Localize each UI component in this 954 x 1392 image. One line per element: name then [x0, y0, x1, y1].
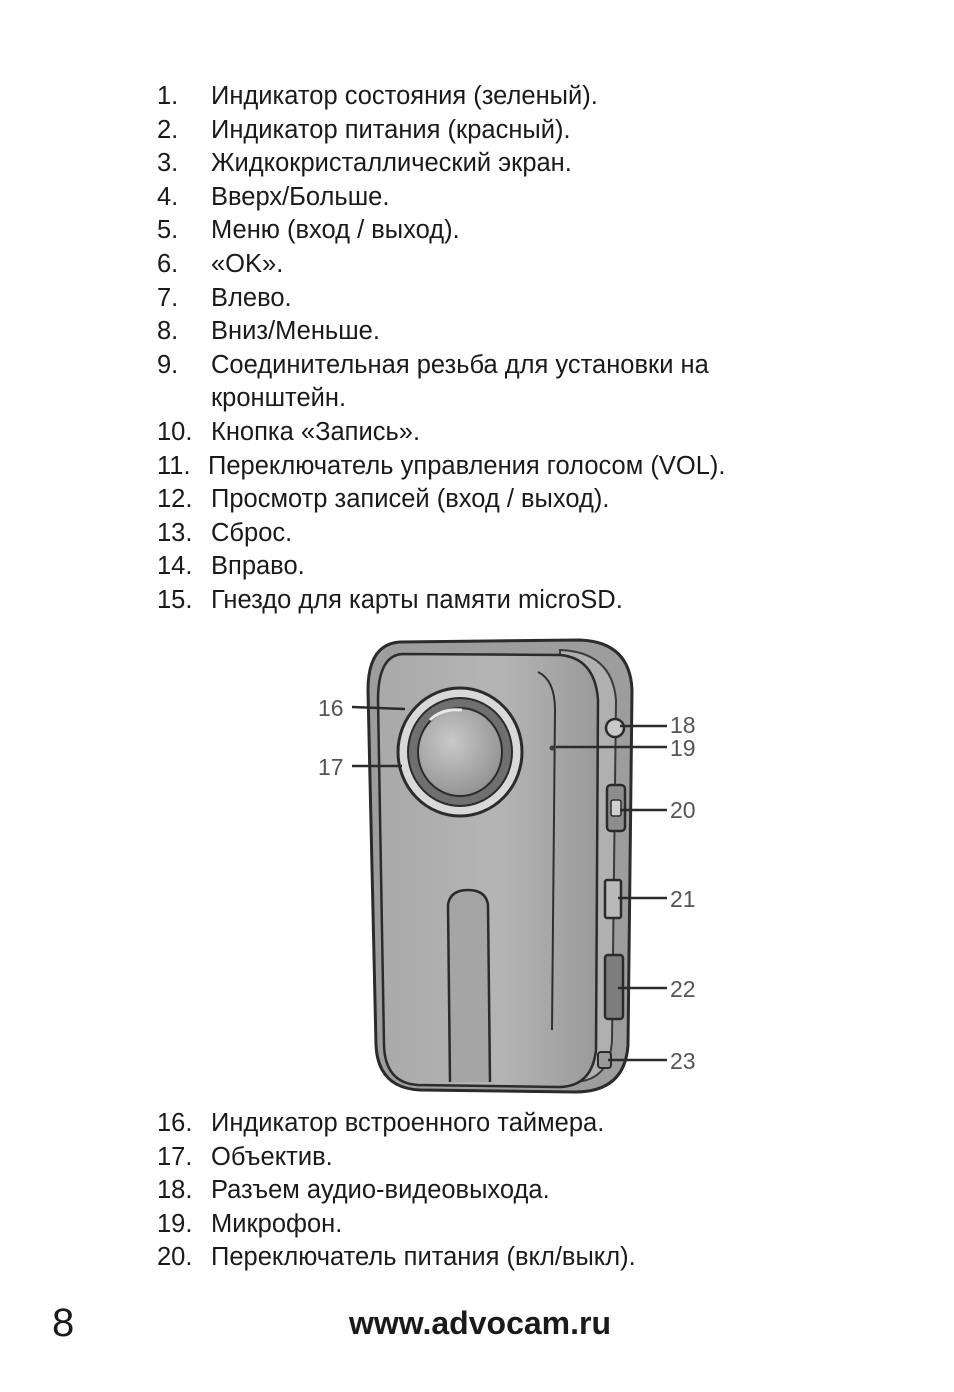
item-number: 3. — [157, 149, 179, 178]
callout-label-17: 17 — [318, 754, 344, 780]
item-text: Соединительная резьба для установки на кронштейн. — [211, 350, 709, 413]
item-number: 18. — [157, 1176, 193, 1205]
item-text: Вверх/Больше. — [211, 182, 390, 211]
item-number: 6. — [157, 249, 179, 278]
feature-list-bottom — [0, 1107, 954, 1275]
item-number: 17. — [157, 1142, 193, 1171]
list-item — [0, 450, 954, 484]
item-text: Индикатор питания (красный). — [211, 115, 571, 144]
callout-label-23: 23 — [670, 1048, 696, 1074]
item-number: 2. — [157, 115, 179, 144]
callout-label-22: 22 — [670, 976, 696, 1002]
item-number: 4. — [157, 182, 179, 211]
list-item — [0, 349, 954, 416]
list-item — [0, 114, 954, 148]
item-number: 7. — [157, 283, 179, 312]
item-text: Жидкокристаллический экран. — [211, 149, 572, 178]
item-number: 13. — [157, 518, 193, 547]
item-text: Индикатор встроенного таймера. — [211, 1109, 605, 1137]
item-text: Влево. — [211, 283, 292, 312]
item-number: 12. — [157, 485, 193, 514]
page-number: 8 — [52, 1301, 75, 1345]
item-number: 16. — [157, 1109, 193, 1137]
item-number: 1. — [157, 82, 179, 110]
item-text: Вправо. — [211, 552, 305, 581]
item-number: 10. — [157, 417, 193, 446]
callout-label-19: 19 — [670, 735, 696, 761]
list-item — [0, 1107, 954, 1141]
item-number: 15. — [157, 585, 193, 614]
list-item — [0, 181, 954, 215]
item-text: Разъем аудио-видеовыхода. — [211, 1176, 550, 1205]
list-item — [0, 517, 954, 551]
callout-label-20: 20 — [670, 797, 696, 823]
callout-label-18: 18 — [670, 712, 696, 738]
list-item — [0, 550, 954, 584]
item-text: Индикатор состояния (зеленый). — [211, 82, 598, 110]
list-item — [0, 80, 954, 114]
list-item — [0, 416, 954, 450]
item-text: Переключатель управления голосом (VOL). — [208, 451, 726, 480]
list-item — [0, 282, 954, 316]
item-number: 5. — [157, 216, 179, 245]
list-item — [0, 147, 954, 181]
item-number: 14. — [157, 552, 193, 581]
list-item — [0, 248, 954, 282]
item-number: 9. — [157, 350, 179, 379]
item-text: «OK». — [211, 249, 284, 278]
item-text: Меню (вход / выход). — [211, 216, 460, 245]
item-number: 20. — [157, 1243, 193, 1272]
list-item — [0, 1208, 954, 1242]
list-item — [0, 214, 954, 248]
av-jack-icon — [606, 719, 624, 737]
item-number: 8. — [157, 317, 179, 346]
item-text: Просмотр записей (вход / выход). — [211, 485, 610, 514]
website-url: www.advocam.ru — [349, 1305, 611, 1341]
item-number: 19. — [157, 1209, 193, 1238]
callout-label-16: 16 — [318, 695, 344, 721]
list-item — [0, 1174, 954, 1208]
item-text: Гнездо для карты памяти microSD. — [211, 585, 623, 614]
feature-list-top — [0, 80, 954, 618]
list-item — [0, 483, 954, 517]
list-item — [0, 1241, 954, 1275]
microphone-hole-icon — [550, 746, 555, 751]
item-text: Вниз/Меньше. — [211, 317, 380, 346]
list-item — [0, 584, 954, 618]
camera-diagram — [300, 630, 720, 1100]
callout-label-21: 21 — [670, 886, 696, 912]
lens — [398, 688, 522, 816]
item-text: Кнопка «Запись». — [211, 417, 421, 446]
item-number: 11. — [157, 451, 191, 480]
list-item — [0, 315, 954, 349]
item-text: Объектив. — [211, 1142, 333, 1171]
item-text: Сброс. — [211, 518, 293, 547]
list-item — [0, 1141, 954, 1175]
item-text: Микрофон. — [211, 1209, 343, 1238]
item-text: Переключатель питания (вкл/выкл). — [211, 1243, 636, 1272]
